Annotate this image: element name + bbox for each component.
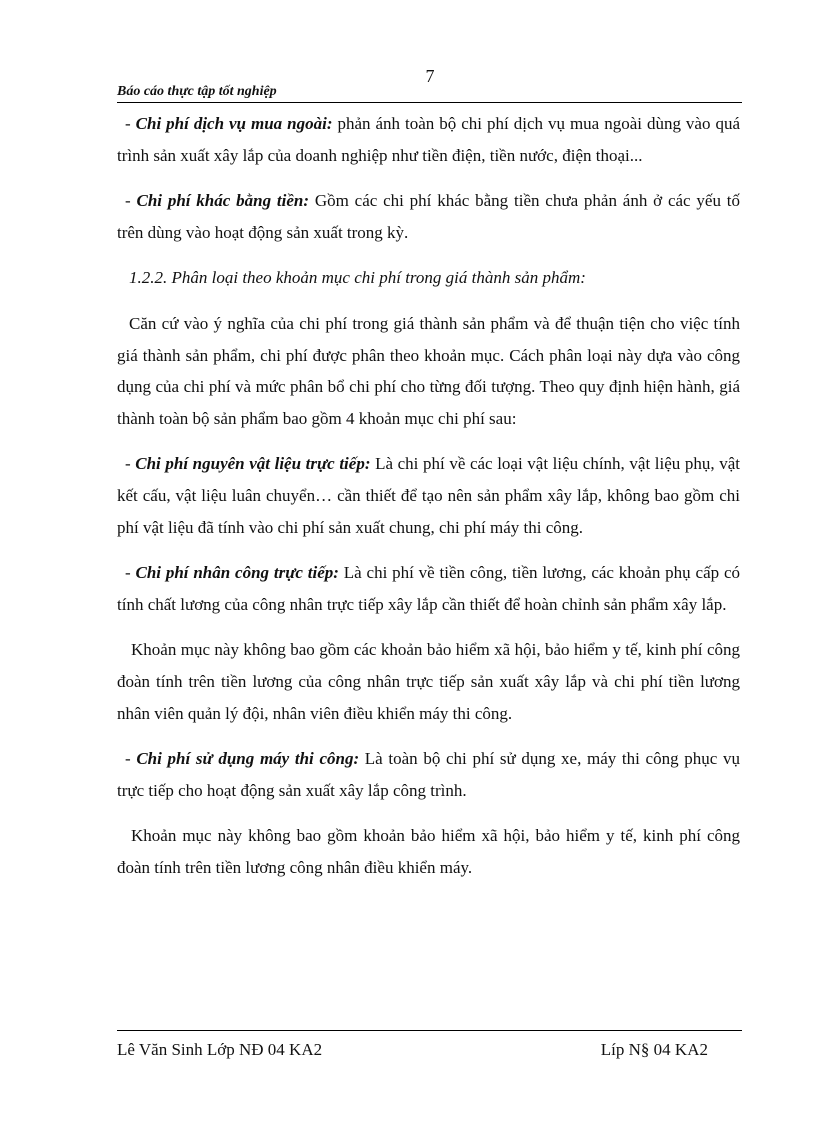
term-outsourced-services: Chi phí dịch vụ mua ngoài: xyxy=(135,114,333,133)
paragraph-direct-labor: - Chi phí nhân công trực tiếp: Là chi phí về tiền công, tiền lương, các khoản phụ cấp có tính chất lương của công nhân trực tiếp xây lắp cần thiết để hoàn chỉnh sản phẩm xây lắp. xyxy=(117,563,740,614)
term-other-cash-costs: Chi phí khác bằng tiền: xyxy=(136,191,310,211)
paragraph-classification-intro: Căn cứ vào ý nghĩa của chi phí trong giá thành sản phẩm và để thuận tiện cho việc tính giá thành sản phẩm, chi phí được phân theo khoản mục. Cách phân loại này dựa vào công dụng của chi phí và mức phân bổ chi phí cho từng đối tượng. Theo quy định hiện hành, giá thành toàn bộ sản phẩm bao gồm 4 khoản mục chi phí sau: xyxy=(117,313,740,428)
term-machine-costs: Chi phí sử dụng máy thi công: xyxy=(136,749,360,769)
paragraph-outsourced-services: - Chi phí dịch vụ mua ngoài: phản ánh toàn bộ chi phí dịch vụ mua ngoài dùng vào quá trình sản xuất xây lắp của doanh nghiệp như tiền điện, tiền nước, điện thoại... xyxy=(117,114,741,165)
footer-rule xyxy=(117,1030,742,1031)
section-subheading: 1.2.2. Phân loại theo khoản mục chi phí trong giá thành sản phẩm: xyxy=(129,268,586,288)
footer-left: Lê Văn Sinh Lớp NĐ 04 KA2 xyxy=(117,1040,323,1059)
paragraph-labor-exclusions: Khoản mục này không bao gồm các khoản bảo hiểm xã hội, bảo hiểm y tế, kinh phí công đoàn tính trên tiền lương của công nhân trực tiếp sản xuất xây lắp và chi phí tiền lương nhân viên quản lý đội, nhân viên điều khiển máy thi công. xyxy=(117,640,740,723)
paragraph-machine-costs: - Chi phí sử dụng máy thi công: Là toàn bộ chi phí sử dụng xe, máy thi công phục vụ trực tiếp cho hoạt động sản xuất xây lắp công trình. xyxy=(117,749,740,800)
paragraph-other-cash-costs: - Chi phí khác bằng tiền: Gồm các chi phí khác bằng tiền chưa phản ánh ở các yếu tố trên dùng vào hoạt động sản xuất trong kỳ. xyxy=(117,191,740,242)
term-direct-labor: Chi phí nhân công trực tiếp: xyxy=(135,563,339,583)
page-number: 7 xyxy=(425,66,435,86)
header-title: Báo cáo thực tập tốt nghiệp xyxy=(117,84,277,99)
paragraph-machine-exclusions: Khoản mục này không bao gồm khoản bảo hiểm xã hội, bảo hiểm y tế, kinh phí công đoàn tính trên tiền lương công nhân điều khiển máy. xyxy=(117,826,740,877)
header-rule xyxy=(117,102,742,103)
document-body xyxy=(117,108,740,883)
footer-right: Líp N§ 04 KA2 xyxy=(600,1040,708,1059)
term-direct-materials: Chi phí nguyên vật liệu trực tiếp: xyxy=(135,454,371,474)
paragraph-direct-materials: - Chi phí nguyên vật liệu trực tiếp: Là chi phí về các loại vật liệu chính, vật liệu phụ, vật kết cấu, vật liệu luân chuyển… cần thiết để tạo nên sản phẩm xây lắp, không bao gồm chi phí vật liệu đã tính vào chi phí sản xuất chung, chi phí máy thi công. xyxy=(117,454,740,537)
